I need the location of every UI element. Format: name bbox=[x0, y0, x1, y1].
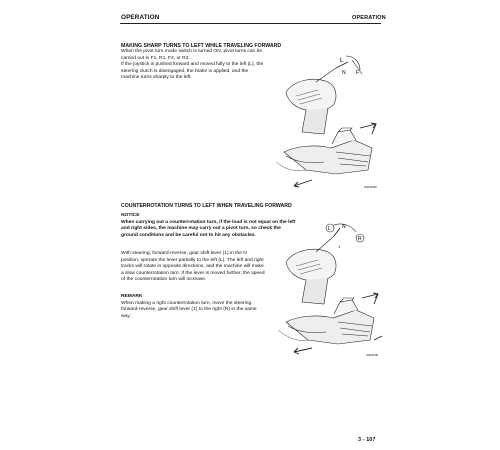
remark-line: When making a right counterrotation turn, move the steering, bbox=[121, 300, 253, 306]
section2-body bbox=[121, 251, 303, 284]
fig2-code: SUK02781 bbox=[366, 354, 379, 357]
figure-sharp-turn-drawing bbox=[276, 52, 386, 192]
fig1-label-l: L bbox=[340, 58, 344, 64]
section1-line: carried out in F1, R1, F2, or R2. bbox=[121, 55, 190, 61]
fig1-code: SUK02780 bbox=[364, 186, 377, 189]
notice-line: ground conditions and be careful not to hit any obstacles. bbox=[121, 232, 256, 238]
section2-line: a slow counterrotation turn. If the lever is moved further, the speed bbox=[121, 270, 265, 276]
page-number: 3 - 107 bbox=[358, 437, 376, 443]
fig2-label-r: R bbox=[358, 236, 362, 242]
notice-label: NOTICE bbox=[121, 213, 140, 218]
figure-counterrotation bbox=[278, 218, 388, 358]
section2-line: tracks will rotate in opposite directions, and the machine will make bbox=[121, 264, 264, 269]
fig1-label-f: F bbox=[356, 70, 360, 76]
section2-line: of the counterrotation turn will increase. bbox=[121, 277, 207, 282]
section1-title: MAKING SHARP TURNS TO LEFT WHILE TRAVELING FORWARD bbox=[121, 43, 282, 49]
header-left: OPERATION bbox=[121, 14, 160, 21]
notice-line: When carrying out a counterrotation turn, if the load is not equal on the left bbox=[121, 219, 296, 225]
section2-line: position, operate the lever partially to the left (L). The left and right bbox=[121, 257, 264, 263]
section1-line: steering clutch is disengaged, the brake is applied, and the bbox=[121, 68, 249, 74]
notice-block bbox=[121, 213, 303, 239]
section1-line: When the pivot turn mode switch is turned ON, pivot turns can be bbox=[121, 49, 263, 54]
section2-line: With steering, forward-reverse, gear shift lever (1) in the N bbox=[121, 251, 247, 256]
remark-label: REMARK bbox=[121, 294, 143, 299]
section2-title: COUNTERROTATION TURNS TO LEFT WHEN TRAVELING FORWARD bbox=[121, 203, 292, 209]
figure-counterrotation-drawing bbox=[278, 218, 388, 358]
fig2-label-l: L bbox=[328, 226, 331, 232]
figure-sharp-turn bbox=[276, 52, 386, 192]
remark-line: forward-reverse, gear shift lever (1) to the right (R) in the same bbox=[121, 307, 257, 312]
remark-block bbox=[121, 294, 303, 320]
notice-line: and right sides, the machine may carry out a pivot turn, so check the bbox=[121, 226, 281, 231]
header-rule bbox=[120, 23, 381, 24]
section1-line: If the joystick is pushed forward and moved fully to the left (L), the bbox=[121, 62, 264, 67]
remark-line: way. bbox=[121, 313, 131, 319]
header-right: OPERATION bbox=[352, 15, 386, 21]
fig1-label-n: N bbox=[342, 70, 346, 76]
fig2-label-1: 1 bbox=[338, 244, 341, 249]
fig2-label-n: N bbox=[342, 224, 346, 230]
section1-line: machine turns sharply to the left. bbox=[121, 75, 192, 80]
